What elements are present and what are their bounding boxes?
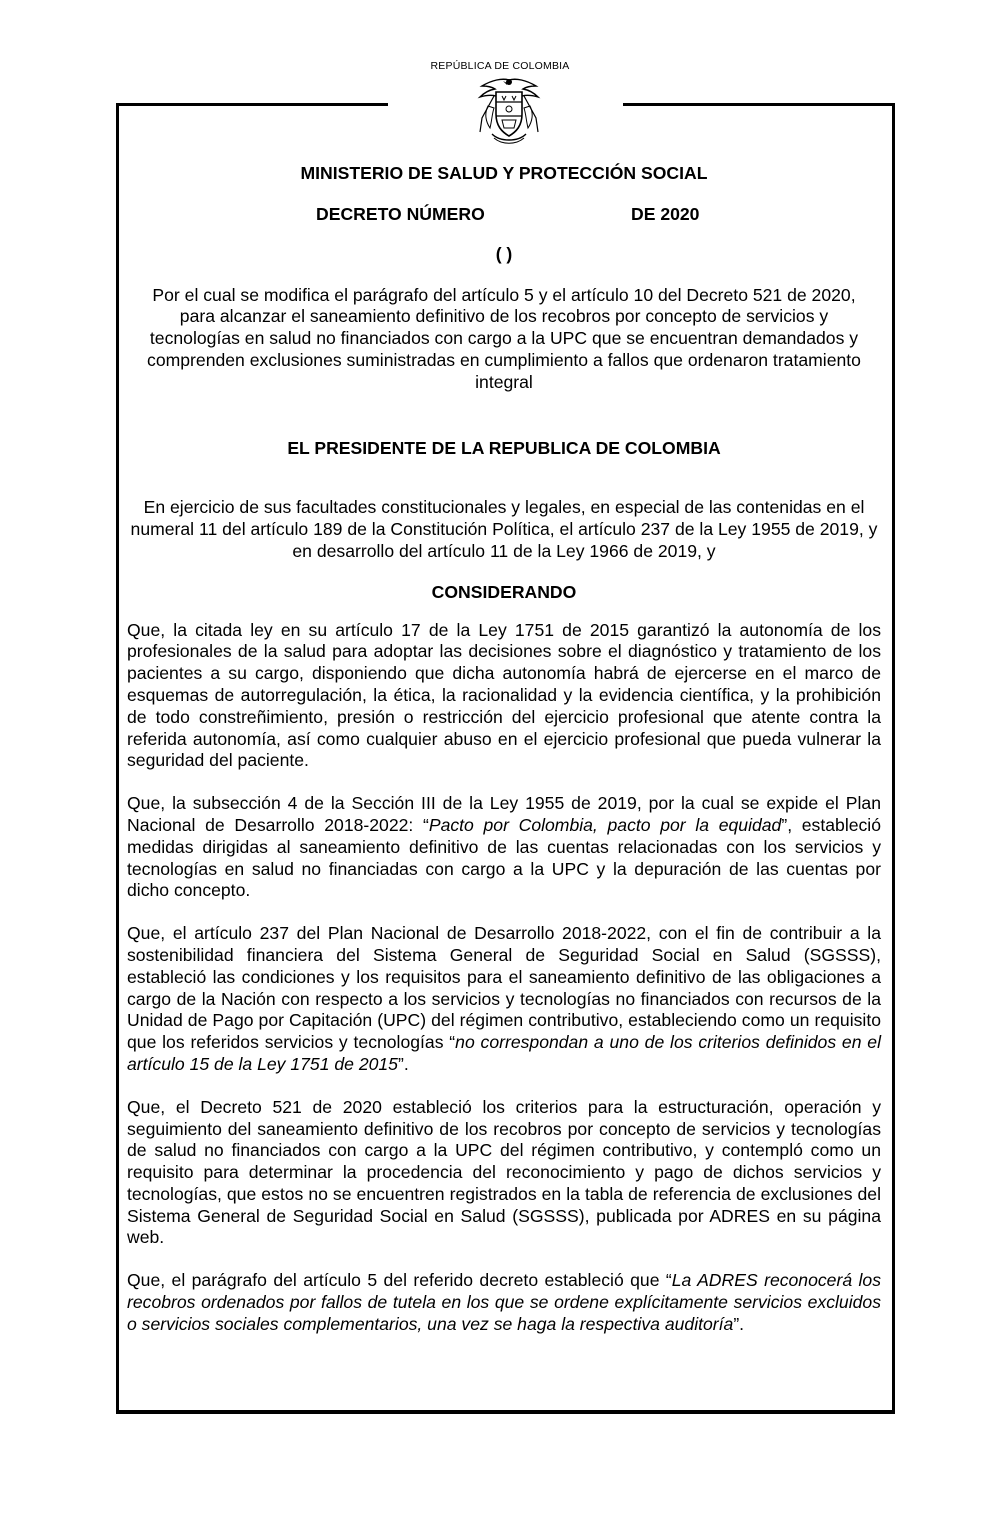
- paragraph-3-text-b: ”.: [397, 1053, 409, 1074]
- paragraph-2-quote: Pacto por Colombia, pacto por la equidad: [428, 814, 782, 835]
- decree-parentheses: ( ): [495, 243, 513, 264]
- considering-paragraph-1: Que, la citada ley en su artículo 17 de la Ley 1751 de 2015 garantizó la autonomía de los profesionales de la salud para adoptar las decisiones sobre el diagnóstico y tratamiento de los pacientes a su cargo, disponiendo que dicha autonomía habrá de ejercerse en el marco de esquemas de autorregulación, la ética, la racionalidad y la evidencia científica, y la prohibición de todo constreñimiento, presión o restricción del ejercicio profesional que atente contra la referida autonomía, así como cualquier abuso en el ejercicio profesional que pueda vulnerar la seguridad del paciente.: [127, 619, 881, 771]
- frame-top-right-border: [623, 103, 895, 106]
- decree-number-line: [127, 204, 881, 226]
- paragraph-3-quote: no correspondan a uno de los criterios definidos en el artículo 15 de la Ley 1751 de 2015: [127, 1032, 881, 1074]
- frame-left-border: [116, 103, 119, 1414]
- paragraph-5-text-b: ”.: [733, 1313, 745, 1334]
- decree-year: DE 2020: [631, 203, 700, 224]
- paragraph-5-text-a: Que, el parágrafo del artículo 5 del referido decreto estableció que “: [127, 1270, 672, 1291]
- frame-bottom-border: [116, 1410, 895, 1414]
- frame-right-border: [892, 103, 895, 1414]
- ministry-title: MINISTERIO DE SALUD Y PROTECCIÓN SOCIAL: [300, 163, 708, 183]
- considering-paragraph-4: Que, el Decreto 521 de 2020 estableció los criterios para la estructuración, operación y seguimiento del saneamiento definitivo de los recobros por concepto de servicios y tecnologías de salud no financiados con cargo a la UPC del régimen contributivo, y contempló como un requisito para determinar la procedencia del reconocimiento y pago de dichos servicios y tecnologías, que estos no se encuentren registrados en la tabla de referencia de exclusiones del Sistema General de Seguridad Social en Salud (SGSSS), publicada por ADRES en su página web.: [127, 1096, 881, 1248]
- decree-body: [127, 163, 881, 1336]
- considering-paragraph-3: [127, 923, 881, 1076]
- decree-subject: Por el cual se modifica el parágrafo del artículo 5 y el artículo 10 del Decreto 521 de 2020, para alcanzar el saneamiento definitivo de los recobros por concepto de servicios y tecnologías en salud no financiados con cargo a la UPC que se encuentran demandados y comprenden exclusiones suministradas en cumplimiento a fallos que ordenaron tratamiento integral: [147, 284, 861, 392]
- colombia-coat-of-arms-icon: [474, 74, 544, 146]
- paragraph-3-text-a: Que, el artículo 237 del Plan Nacional de Desarrollo 2018-2022, con el fin de contribuir a la sostenibilidad financiera del Sistema General de Seguridad Social en Salud (SGSSS), estableció las condiciones y los requisitos para el saneamiento definitivo de las obligaciones a cargo de la Nación con respecto a los servicios y tecnologías no financiados con recursos de la Unidad de Pago por Capitación (UPC) del régimen contributivo, estableciendo como un requisito que los referidos servicios y tecnologías “: [127, 923, 881, 1053]
- paragraph-5-quote: La ADRES reconocerá los recobros ordenados por fallos de tutela en los que se ordene explícitamente servicios excluidos o servicios sociales complementarios, una vez se haga la respectiva auditoría: [127, 1270, 881, 1334]
- republic-header: REPÚBLICA DE COLOMBIA: [430, 60, 570, 72]
- decree-number-label: DECRETO NÚMERO: [316, 203, 485, 224]
- considering-paragraph-2: [127, 793, 881, 902]
- considering-paragraph-5: [127, 1270, 881, 1335]
- frame-top-left-border: [117, 103, 388, 106]
- exercise-clause: En ejercicio de sus facultades constitucionales y legales, en especial de las contenidas en el numeral 11 del artículo 189 de la Constitución Política, el artículo 237 de la Ley 1955 de 2019, y en desarrollo del artículo 11 de la Ley 1966 de 2019, y: [130, 497, 878, 561]
- president-heading: EL PRESIDENTE DE LA REPUBLICA DE COLOMBIA: [287, 437, 721, 458]
- paragraph-2-text-b: ”, estableció medidas dirigidas al saneamiento definitivo de las cuentas relacionadas con los servicios y tecnologías en salud no financiadas con cargo a la UPC y la depuración de las cuentas por dicho concepto.: [127, 814, 881, 901]
- considering-heading: CONSIDERANDO: [431, 581, 577, 602]
- paragraph-2-text-a: Que, la subsección 4 de la Sección III de la Ley 1955 de 2019, por la cual se expide el Plan Nacional de Desarrollo 2018-2022: “: [127, 793, 881, 835]
